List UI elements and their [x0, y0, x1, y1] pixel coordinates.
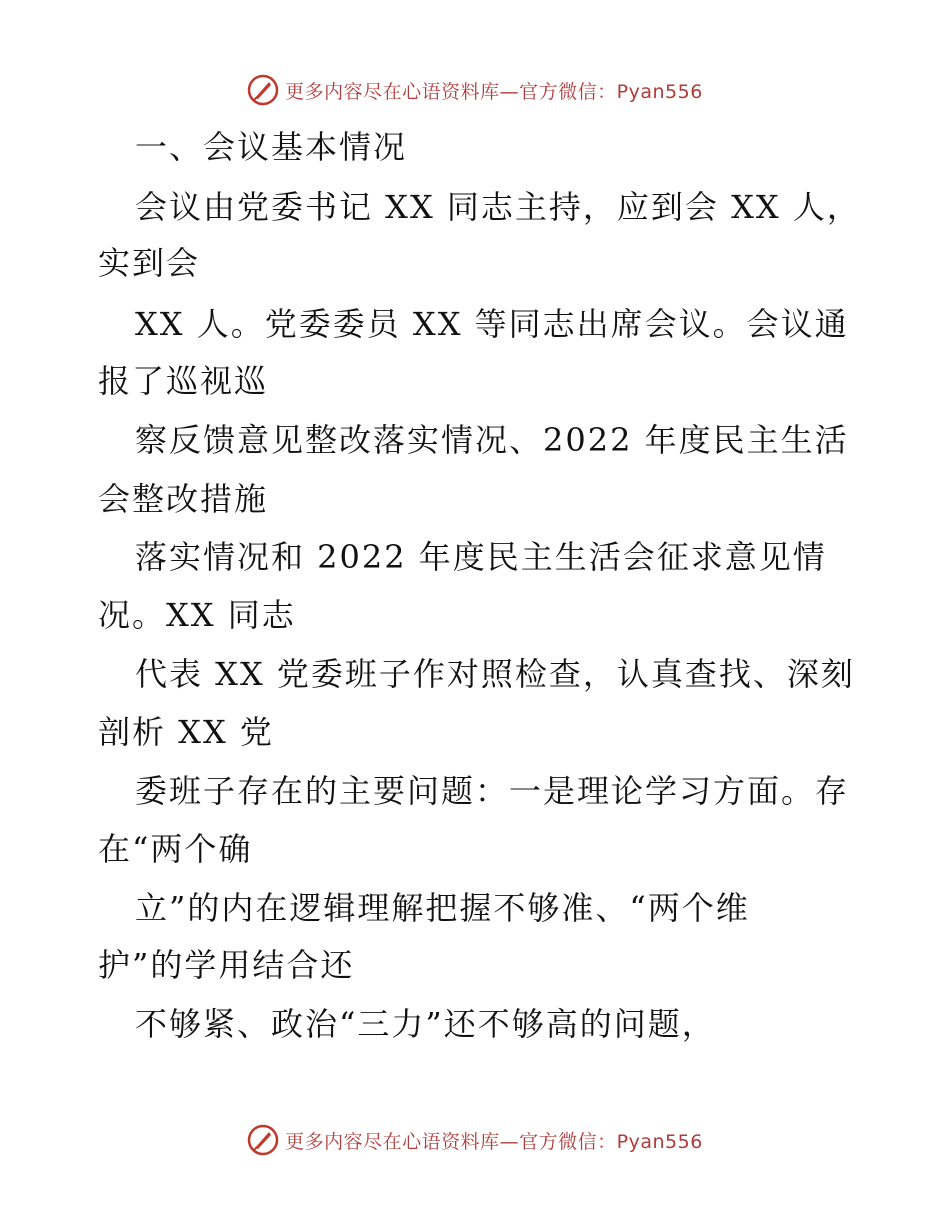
footer-banner-text: 更多内容尽在心语资料库—官方微信：Pyan556: [285, 1130, 703, 1153]
quill-logo-icon: [247, 1124, 279, 1156]
paragraph-line: 察反馈意见整改落实情况、2022 年度民主生活: [135, 421, 849, 459]
quill-logo-icon: [247, 74, 279, 106]
paragraph-line: 代表 XX 党委班子作对照检查，认真查找、深刻: [135, 655, 855, 693]
header-banner-text: 更多内容尽在心语资料库—官方微信：Pyan556: [285, 80, 703, 103]
footer-banner: [0, 1120, 950, 1160]
paragraph-line: XX 人。党委委员 XX 等同志出席会议。会议通: [135, 305, 849, 343]
paragraph-line: 委班子存在的主要问题：一是理论学习方面。存: [135, 772, 850, 810]
paragraph-line: 在“两个确: [98, 830, 253, 868]
paragraph-line: 剖析 XX 党: [98, 713, 274, 751]
paragraph-line: 护”的学用结合还: [98, 946, 355, 984]
header-banner: [0, 70, 950, 110]
paragraph-line: 不够紧、政治“三力”还不够高的问题，: [135, 1005, 716, 1043]
paragraph-line: 会议由党委书记 XX 同志主持，应到会 XX 人，: [135, 188, 861, 226]
paragraph-line: 况。XX 同志: [98, 596, 296, 634]
paragraph-line: 落实情况和 2022 年度民主生活会征求意见情: [135, 538, 827, 576]
section-heading: 一、会议基本情况: [135, 128, 408, 166]
paragraph-line: 会整改措施: [98, 480, 269, 518]
paragraph-line: 实到会: [98, 244, 201, 282]
paragraph-line: 报了巡视巡: [98, 362, 269, 400]
paragraph-line: 立”的内在逻辑理解把握不够准、“两个维: [135, 889, 750, 927]
